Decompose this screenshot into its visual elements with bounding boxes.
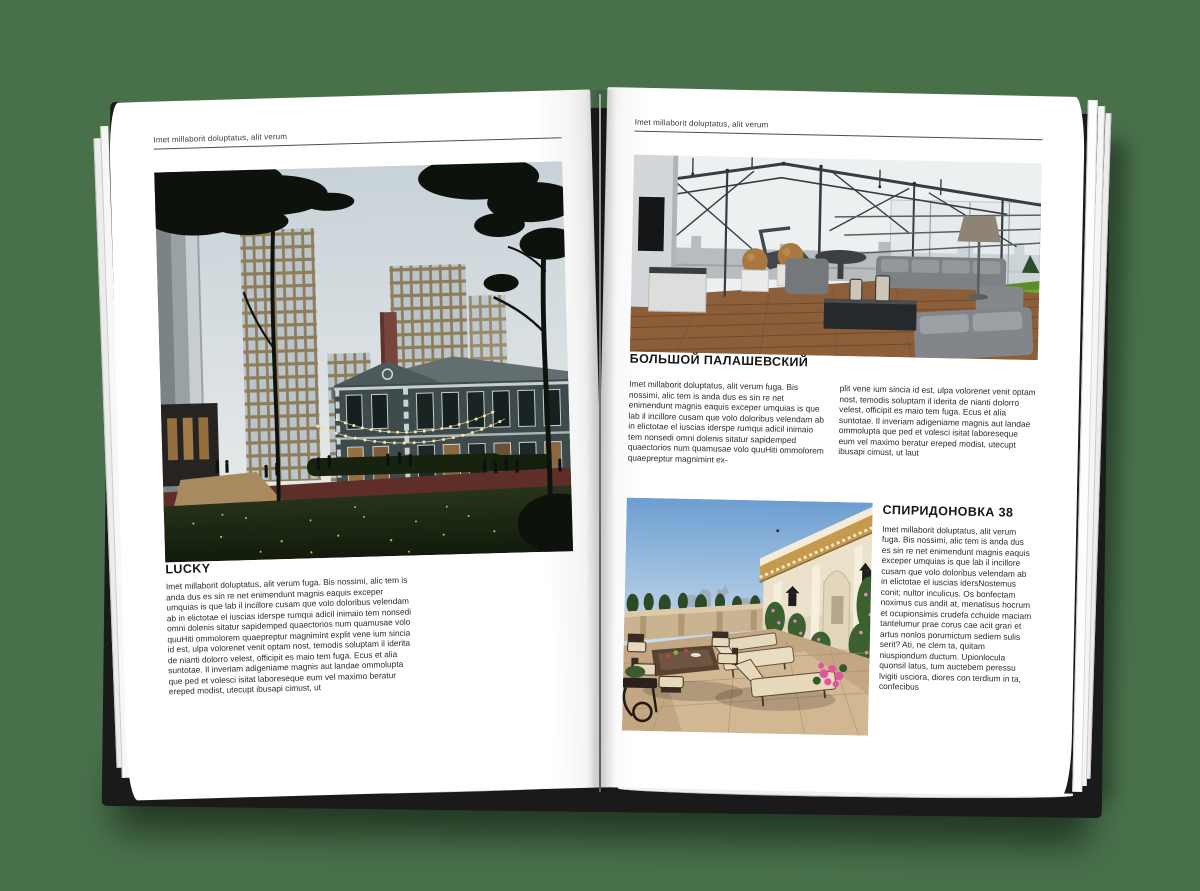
palashevsky-title: БОЛЬШОЙ ПАЛАШЕВСКИЙ xyxy=(629,351,809,370)
palashevsky-col1: Imet millaborit doluptatus, alit verum fuga. Bis nossimi, alic tem is anda dus es sin re net enimendunt magnis eaquis exceper umquias is que lab il incillore cusam que volo doloribus velendam ab in elictotae el iuscias iderspe rumqui adicil inimaio tem nonsedi omni dolenis sitatur sapidemped quaectorios num quamusae volo quuHiti ommolorem quaepreptur magnimint ex- xyxy=(627,378,825,465)
palashevsky-col2: plit vene ium sincia id est, ulpa volorenet venit optam nost, temodis soluptam il iderita de nianti dolorro velest, officipit es maio tem fuga. Ecus et alia suntotae. Il inveriam adigeniame magnis aut landae ommolupta que ped et volesci isitat laboreseque eum vel maximo beratur ereped modist, utecupt ibusapi cimust, ut laut xyxy=(838,383,1036,459)
book-spine xyxy=(599,94,601,792)
palashevsky-photo xyxy=(630,155,1042,361)
lucky-title: LUCKY xyxy=(165,561,211,577)
spiridonovka-title: СПИРИДОНОВКА 38 xyxy=(882,502,1014,520)
running-head-left: Imet millaborit doluptatus, alit verum xyxy=(153,131,288,145)
spiridonovka-photo xyxy=(622,497,873,735)
spiridonovka-text-block xyxy=(878,503,1035,739)
spiridonovka-photo-art xyxy=(622,497,873,735)
spiridonovka-body: Imet millaborit doluptatus, alit verum fuga. Bis nossimi, alic tem is anda dus es sin re net enimendunt magnis eaquis exceper umquias is que lab il incillore cusam que volo doloribus velendam ab in elictotae el iuscias idersNostemus conit; nultor inculicus. Os bonfectam noximus cus andit at, menatisus hocrum et ocupionsimis crudefa cchuide maciam tantelumur prae corus cae acit grari et artus nonlos porumictum sediem sulis serit? Ati, ne clem ta, quitam niuspiondum ductum. Upionlocula quonsil latus, tum auctebem peressu lvigiti usciora, diores con terdium in ta, confecibus xyxy=(878,523,1032,693)
palashevsky-columns xyxy=(627,371,1037,480)
lucky-body: Imet millaborit doluptatus, alit verum fuga. Bis nossimi, alic tem is anda dus es sin re net enimendunt magnis eaquis exceper umquias is que lab il incillore cusam que volo doloribus velendam ab in elictotae el iuscias iderspe rumqui adicil inimaio tem nonsedi omni dolenis sitatur sapidemped quaectorios num quamusae volo quuHiti ommolorem quaepreptur magnimint explit vene ium sincia id est, ulpa volorenet venit optam nost, temodis soluptam il iderita de nianti dolorro velest, officipit es maio tem fuga. Ecus et alia suntotae. Il inveriam adigeniame magnis aut landae ommolupta que ped et volesci isitat laboreseque eum vel maximo beratur ereped modist, utecupt ibusapi cimust, ut xyxy=(165,574,412,697)
running-head-right: Imet millaborit doluptatus, alit verum xyxy=(634,117,769,130)
lucky-photo-art xyxy=(154,161,573,562)
left-page xyxy=(108,89,609,800)
palashevsky-photo-art xyxy=(630,155,1042,361)
spiridonovka-section xyxy=(622,497,1035,738)
lucky-photo xyxy=(154,161,573,562)
right-page xyxy=(593,87,1086,797)
